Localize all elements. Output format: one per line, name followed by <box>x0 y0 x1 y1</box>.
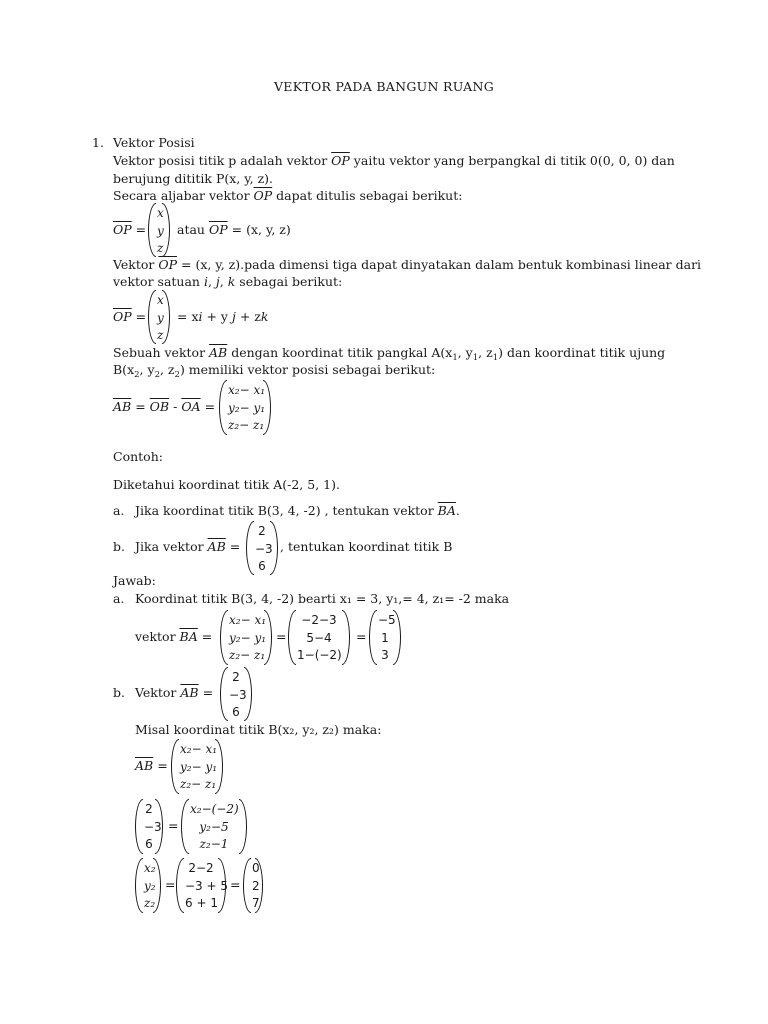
answer-a-label: a. <box>113 591 125 606</box>
answer-b-vektor: Vektor $\overline{AB}$ = <box>135 685 214 700</box>
para2-line-1: Vektor $\overline{OP} = (x$, y, z).pada dimensi tiga dapat dinyatakan dalam bentuk kombinasi linear dari <box>113 257 702 272</box>
answer-a-matrix-3: −5 1 3 <box>369 610 401 665</box>
answer-b-matrix-3c: 0 2 7 <box>243 858 263 913</box>
answer-b-label: b. <box>113 685 125 700</box>
eq3-matrix: x₂− x₁ y₂− y₁ z₂− z₁ <box>219 380 271 435</box>
question-b-label: b. <box>113 539 125 554</box>
section-number: 1. <box>92 135 104 150</box>
question-b-text-a: Jika vektor $\overline{AB}$ = <box>135 539 241 554</box>
eq2-rhs: = xi + y j + zk <box>177 309 269 324</box>
answer-a-matrix-2: −2−3 5−4 1−(−2) <box>288 610 350 665</box>
question-b-text-b: , tentukan koordinat titik B <box>280 539 453 554</box>
answer-b-matrix-2a: 2 −3 6 <box>135 799 163 854</box>
answer-a-eq-1: = <box>276 629 287 644</box>
diketahui-text: Diketahui koordinat titik A(-2, 5, 1). <box>113 477 340 492</box>
answer-a-eq-2: = <box>356 629 367 644</box>
answer-a-text: Koordinat titik B(3, 4, -2) bearti x₁ = 3, y₁,= 4, z₁= -2 maka <box>135 591 510 606</box>
answer-b-eq-2: = <box>168 818 179 833</box>
eq3-lhs: $\overline{AB} = \overline{OB} - \overline{OA}$ = <box>113 399 216 414</box>
para3-line-2: $B(x_2$, $y_2$, $z_2$) memiliki vektor posisi sebagai berikut: <box>113 362 436 380</box>
intro-line-3: Secara aljabar vektor $\overline{OP}$ dapat ditulis sebagai berikut: <box>113 188 463 203</box>
para3-line-1: Sebuah vektor $\overline{AB}$ dengan koordinat titik pangkal $A(x_1$, $y_1$, $z_1$) dan koordinat titik ujung <box>113 345 666 363</box>
answer-a-vektor: vektor $\overline{BA}$ = <box>135 629 213 644</box>
answer-b-misal: Misal koordinat titik B(x₂, y₂, z₂) maka: <box>135 722 382 737</box>
question-a-label: a. <box>113 503 125 518</box>
answer-b-matrix-0: 2 −3 6 <box>220 667 252 721</box>
para2-line-2: vektor satuan i, j, k sebagai berikut: <box>113 274 343 289</box>
intro-line-2: berujung dititik P(x, y, z). <box>113 171 274 186</box>
answer-b-matrix-3b: 2−2 −3 + 5 6 + 1 <box>176 858 226 913</box>
eq2-lhs: $\overline{OP}$ = <box>113 309 147 324</box>
question-b-matrix: 2 −3 6 <box>246 521 278 575</box>
answer-b-eq-3b: = <box>230 877 241 892</box>
jawab-label: Jawab: <box>113 573 156 588</box>
answer-b-matrix-1: x₂− x₁ y₂− y₁ z₂− z₁ <box>171 739 223 794</box>
eq2-matrix: x y z <box>148 290 170 344</box>
answer-b-eq-3a: = <box>165 877 176 892</box>
answer-b-ab-lhs: $\overline{AB}$ = <box>135 758 168 773</box>
intro-line-1: Vektor posisi titik p adalah vektor $\overline{OP}$ yaitu vektor yang berpangkal di titik 0(0, 0, 0) dan <box>113 153 675 168</box>
eq1-rhs: atau $\overline{OP} = (x$, y, z) <box>177 222 291 237</box>
answer-b-matrix-2b: x₂−(−2) y₂−5 z₂−1 <box>181 799 247 854</box>
question-a-text: Jika koordinat titik B(3, 4, -2) , tentukan vektor $\overline{BA}$. <box>135 503 460 518</box>
contoh-label: Contoh: <box>113 449 163 464</box>
document-title: VEKTOR PADA BANGUN RUANG <box>273 79 495 94</box>
eq1-matrix: x y z <box>148 203 170 257</box>
section-heading: Vektor Posisi <box>113 135 195 150</box>
answer-a-matrix-1: x₂− x₁ y₂− y₁ z₂− z₁ <box>220 610 272 665</box>
answer-b-matrix-3a: x₂ y₂ z₂ <box>135 858 161 913</box>
eq1-lhs: $\overline{OP}$ = <box>113 222 147 237</box>
